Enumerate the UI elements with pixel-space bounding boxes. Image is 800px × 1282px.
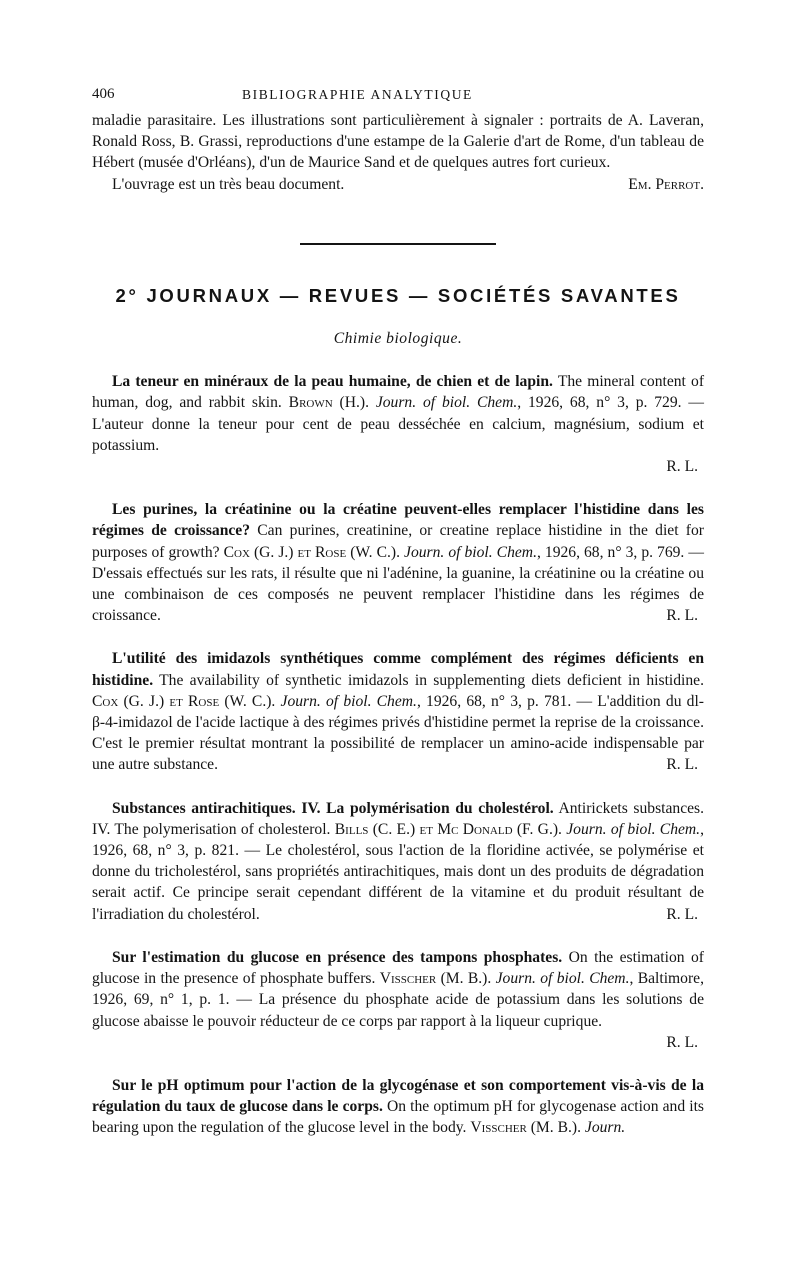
entry-initials: R. L. bbox=[666, 607, 698, 625]
entry-authors: Cox (G. J.) et Rose (W. C.). bbox=[223, 543, 400, 561]
entry-abstract: — La présence du phosphate acide de potassium dans les solutions de glucose abaisse le pouvoir réducteur de ce corps par rapport à la liqueur cuprique. bbox=[92, 991, 704, 1030]
entry-citation: , 1926, 68, n° 3, p. 729. bbox=[517, 394, 682, 412]
carryover-closing-line bbox=[92, 174, 704, 195]
entry-authors: Bills (C. E.) et Mc Donald (F. G.). bbox=[334, 820, 562, 838]
entry-authors: Visscher (M. B.). bbox=[379, 970, 492, 988]
document-page bbox=[92, 84, 704, 1139]
carryover-signature: Em. Perrot. bbox=[628, 175, 704, 193]
entry-abstract: — D'essais effectués sur les rats, il résulte que ni l'adénine, la guanine, la créatinine ou la créatine ou une combinaison de ces composés ne peuvent remplacer l'histidine dans les régimes de croissance. bbox=[92, 543, 704, 625]
page-number: 406 bbox=[92, 86, 115, 102]
entry-abstract: — L'auteur donne la teneur pour cent de peau desséchée en calcium, magnésium, sodium et potassium. bbox=[92, 394, 704, 454]
section-title: 2° JOURNAUX — REVUES — SOCIÉTÉS SAVANTES bbox=[115, 284, 681, 306]
entry-title: L'utilité des imidazols synthétiques comme complément des régimes déficients en histidine. bbox=[92, 650, 704, 689]
carryover-paragraph: maladie parasitaire. Les illustrations sont particulièrement à signaler : portraits de A. Laveran, Ronald Ross, B. Grassi, reproductions d'une estampe de la Galerie d'art de Rome, d'un tableau de Hébert (musée d'Orléans), d'un de Maurice Sand et de quelques autres fort curieux. bbox=[92, 112, 704, 172]
entry-initials: R. L. bbox=[666, 458, 698, 476]
entry-translation: On the estimation of glucose in the presence of phosphate buffers. bbox=[92, 948, 704, 988]
entry-translation: Can purines, creatinine, or creatine replace histidine in the diet for purposes of growth? bbox=[92, 522, 704, 561]
entry-title: Les purines, la créatinine ou la créatine peuvent-elles remplacer l'histidine dans les régimes de croissance? bbox=[92, 501, 704, 540]
bibliography-entry bbox=[92, 499, 704, 626]
entry-title: La teneur en minéraux de la peau humaine, de chien et de lapin. bbox=[112, 373, 553, 391]
running-head bbox=[92, 84, 704, 108]
entry-title: Sur le pH optimum pour l'action de la glycogénase et son comportement vis-à-vis de la régulation du taux de glucose dans le corps. bbox=[92, 1076, 704, 1116]
entry-translation: The mineral content of human, dog, and rabbit skin. bbox=[92, 373, 705, 412]
entry-journal: Journ. of biol. Chem. bbox=[375, 394, 518, 412]
entry-citation: , 1926, 68, n° 3, p. 821. bbox=[92, 820, 704, 860]
entry-initials: R. L. bbox=[666, 756, 698, 774]
bibliography-entry bbox=[92, 371, 704, 477]
entry-abstract: — Le cholestérol, sous l'action de la floridine activée, se polymérise et donne du tricholestérol, sans propriétés antirachitiques, mais dont un des produits de dégradation serait actif. Ce principe serait cependant différent de la vitamine et du produit résultant de l'irradiation du cholestérol. bbox=[92, 842, 705, 923]
entry-authors: Cox (G. J.) et Rose (W. C.). bbox=[92, 692, 276, 710]
bibliography-entry bbox=[92, 1075, 704, 1139]
entry-translation: On the optimum pH for glycogenase action and its bearing upon the regulation of the glucose level in the body. bbox=[92, 1098, 704, 1137]
section-divider bbox=[300, 243, 496, 245]
entry-abstract: — L'addition du dl-β-4-imidazol de l'acide lactique à des régimes privés d'histidine permet la reprise de la croissance. C'est le premier résultat montrant la possibilité de remplacer un amino-acide indispensable par une autre substance. bbox=[92, 692, 704, 774]
entry-translation: Antirickets substances. IV. The polymerisation of cholesterol. bbox=[92, 799, 705, 838]
entry-title: Substances antirachitiques. IV. La polymérisation du cholestérol. bbox=[112, 799, 554, 817]
entry-journal: Journ. of biol. Chem. bbox=[566, 820, 701, 838]
carryover-closing: L'ouvrage est un très beau document. bbox=[112, 175, 345, 193]
entry-citation: , 1926, 68, n° 3, p. 769. bbox=[536, 543, 685, 561]
entry-initials: R. L. bbox=[666, 1033, 698, 1051]
entry-translation: The availability of synthetic imidazols in supplementing diets deficient in histidine. bbox=[159, 671, 704, 689]
running-title: BIBLIOGRAPHIE ANALYTIQUE bbox=[242, 87, 473, 102]
entry-citation: , 1926, 68, n° 3, p. 781. bbox=[416, 692, 572, 710]
entry-journal: Journ. of biol. Chem. bbox=[495, 970, 630, 988]
entry-authors: Visscher (M. B.). bbox=[470, 1119, 581, 1137]
entry-authors: Brown (H.). bbox=[288, 394, 369, 412]
entry-journal: Journ. of biol. Chem. bbox=[404, 543, 537, 561]
bibliography-entry bbox=[92, 798, 704, 925]
entry-citation: , Baltimore, 1926, 69, n° 1, p. 1. bbox=[92, 970, 704, 1009]
bibliography-entry bbox=[92, 648, 704, 775]
entry-title: Sur l'estimation du glucose en présence des tampons phosphates. bbox=[112, 948, 563, 966]
entry-journal: Journ. bbox=[584, 1119, 626, 1137]
entry-journal: Journ. of biol. Chem. bbox=[280, 692, 417, 710]
subsection-title: Chimie biologique. bbox=[333, 330, 463, 348]
entry-initials: R. L. bbox=[666, 905, 698, 923]
bibliography-entry bbox=[92, 947, 704, 1053]
